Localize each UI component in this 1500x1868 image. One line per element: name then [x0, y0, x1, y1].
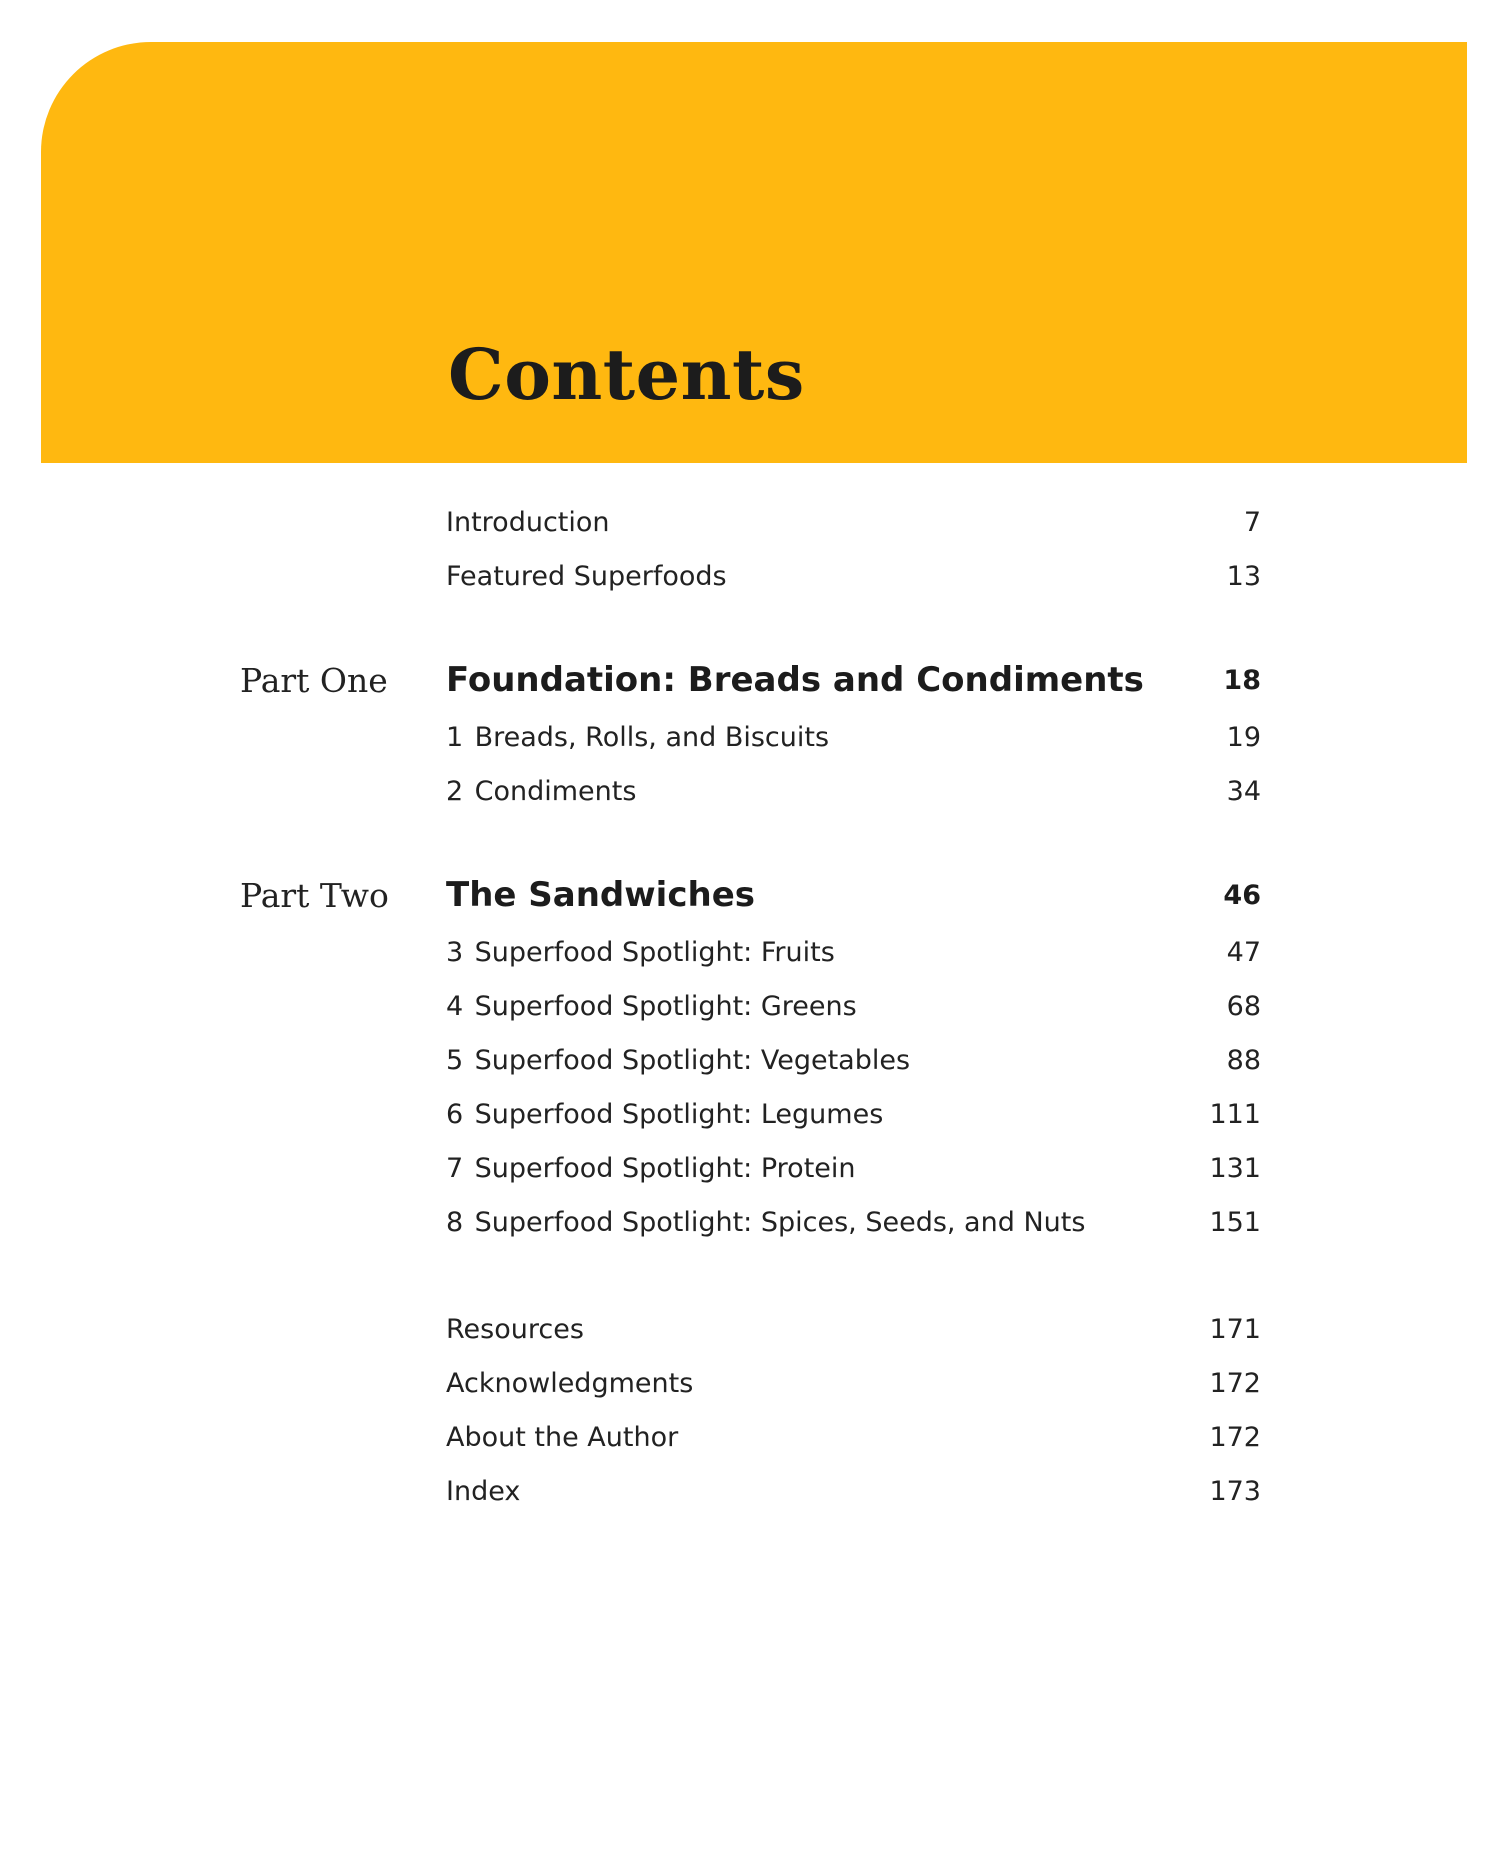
- part-title: Foundation: Breads and Condiments: [446, 660, 1144, 700]
- toc-entry-page: 47: [1226, 936, 1261, 968]
- toc-entry-page: 173: [1209, 1475, 1261, 1507]
- toc-entry-label: [446, 937, 835, 968]
- toc-entry-page: 172: [1209, 1421, 1261, 1453]
- toc-entry-page: 13: [1226, 560, 1261, 592]
- chapter-number: 7: [446, 1152, 464, 1184]
- toc-entry-label: Introduction: [446, 506, 610, 538]
- page-title: Contents: [448, 333, 805, 416]
- chapter-number: 1: [446, 721, 464, 753]
- chapter-title: Condiments: [474, 775, 637, 807]
- toc-chapter-2[interactable]: [446, 764, 1261, 818]
- toc-chapter-4[interactable]: [446, 979, 1261, 1033]
- toc-entry-page: 151: [1209, 1206, 1261, 1238]
- toc-entry-label: [446, 991, 857, 1022]
- toc-entry-about-the-author[interactable]: [446, 1410, 1261, 1464]
- chapter-number: 2: [446, 775, 464, 807]
- chapter-number: 5: [446, 1044, 464, 1076]
- chapter-title: Superfood Spotlight: Legumes: [474, 1098, 884, 1130]
- toc-entry-label: Resources: [446, 1313, 584, 1345]
- toc-chapter-5[interactable]: [446, 1033, 1261, 1087]
- toc-entry-page: 111: [1209, 1098, 1261, 1130]
- toc-chapter-7[interactable]: [446, 1141, 1261, 1195]
- toc-part-one[interactable]: [240, 650, 1261, 710]
- chapter-title: Superfood Spotlight: Vegetables: [474, 1044, 911, 1076]
- toc-entry-introduction[interactable]: [446, 495, 1261, 549]
- toc-entry-label: [446, 1045, 910, 1076]
- toc-entry-label: [446, 1207, 1085, 1238]
- toc-entry-label: Featured Superfoods: [446, 560, 727, 592]
- toc-entry-featured-superfoods[interactable]: [446, 549, 1261, 603]
- chapter-number: 6: [446, 1098, 464, 1130]
- toc-entry-page: 68: [1226, 990, 1261, 1022]
- chapter-number: 4: [446, 990, 464, 1022]
- toc-entry-label: [446, 1153, 856, 1184]
- toc-entry-label: Index: [446, 1475, 521, 1507]
- part-label: Part One: [240, 660, 388, 700]
- part-page: 46: [1223, 879, 1261, 911]
- toc-entry-page: 171: [1209, 1313, 1261, 1345]
- chapter-number: 3: [446, 936, 464, 968]
- toc-entry-label: About the Author: [446, 1421, 679, 1453]
- toc-chapter-8[interactable]: [446, 1195, 1261, 1249]
- toc-chapter-3[interactable]: [446, 925, 1261, 979]
- toc-part-two[interactable]: [240, 865, 1261, 925]
- toc-entry-page: 7: [1243, 506, 1261, 538]
- chapter-title: Superfood Spotlight: Spices, Seeds, and Nuts: [474, 1206, 1086, 1238]
- toc-entry-page: 88: [1226, 1044, 1261, 1076]
- toc-entry-page: 131: [1209, 1152, 1261, 1184]
- chapter-title: Breads, Rolls, and Biscuits: [474, 721, 830, 753]
- chapter-title: Superfood Spotlight: Fruits: [474, 936, 835, 968]
- toc-entry-page: 19: [1226, 721, 1261, 753]
- part-label: Part Two: [240, 875, 389, 915]
- chapter-title: Superfood Spotlight: Protein: [474, 1152, 856, 1184]
- toc-entry-page: 172: [1209, 1367, 1261, 1399]
- toc-entry-label: [446, 776, 636, 807]
- toc-entry-label: Acknowledgments: [446, 1367, 694, 1399]
- toc-chapter-1[interactable]: [446, 710, 1261, 764]
- toc-entry-index[interactable]: [446, 1464, 1261, 1518]
- part-page: 18: [1223, 664, 1261, 696]
- chapter-title: Superfood Spotlight: Greens: [474, 990, 857, 1022]
- toc-entry-page: 34: [1226, 775, 1261, 807]
- toc-entry-acknowledgments[interactable]: [446, 1356, 1261, 1410]
- toc-chapter-6[interactable]: [446, 1087, 1261, 1141]
- toc-entry-resources[interactable]: [446, 1302, 1261, 1356]
- toc-entry-label: [446, 1099, 883, 1130]
- part-title: The Sandwiches: [446, 875, 755, 915]
- toc-entry-label: [446, 722, 829, 753]
- chapter-number: 8: [446, 1206, 464, 1238]
